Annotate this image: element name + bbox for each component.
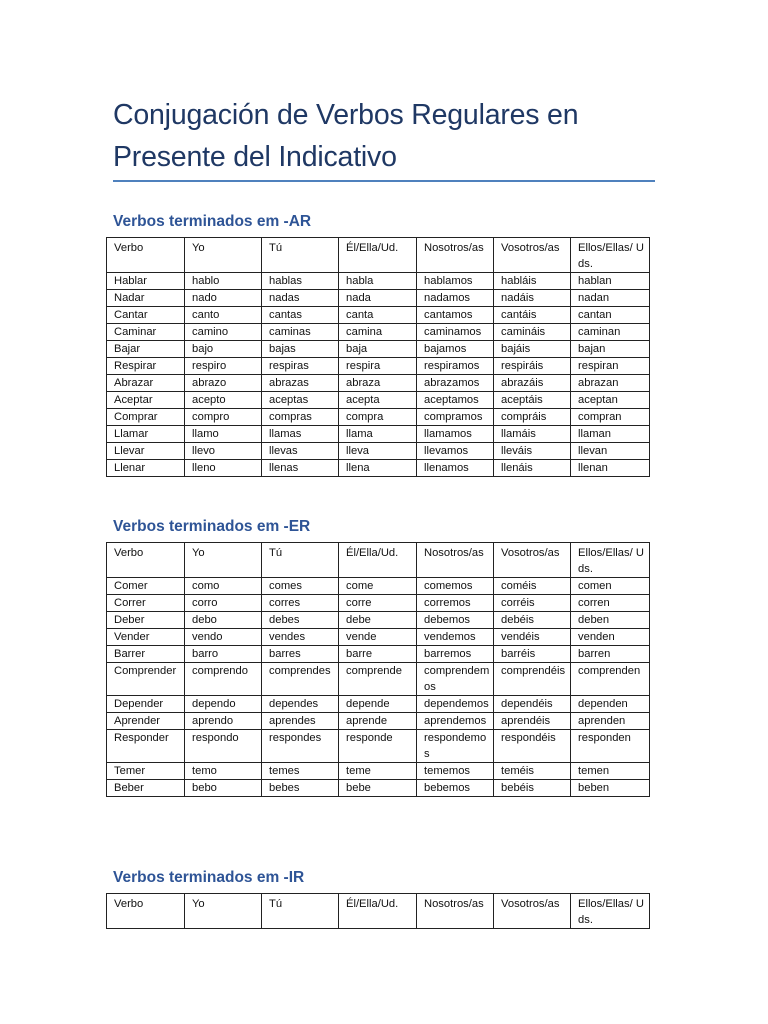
- conjugation-cell: canta: [339, 307, 417, 324]
- conjugation-cell: abrazan: [571, 375, 650, 392]
- conjugation-cell: comprendes: [262, 663, 339, 696]
- column-header: Vosotros/as: [494, 238, 571, 273]
- conjugation-cell: depende: [339, 696, 417, 713]
- conjugation-cell: vendes: [262, 629, 339, 646]
- conjugation-cell: aprendemos: [417, 713, 494, 730]
- column-header: Ellos/Ellas/ Uds.: [571, 543, 650, 578]
- conjugation-cell: dependen: [571, 696, 650, 713]
- verb-infinitive-cell: Depender: [107, 696, 185, 713]
- conjugation-cell: barres: [262, 646, 339, 663]
- conjugation-cell: comprendo: [185, 663, 262, 696]
- table-row: [107, 341, 650, 358]
- conjugation-cell: aprende: [339, 713, 417, 730]
- conjugation-cell: bajamos: [417, 341, 494, 358]
- verb-infinitive-cell: Aceptar: [107, 392, 185, 409]
- conjugation-cell: canto: [185, 307, 262, 324]
- conjugation-cell: nada: [339, 290, 417, 307]
- conjugation-cell: hablas: [262, 273, 339, 290]
- column-header: Yo: [185, 894, 262, 929]
- verb-infinitive-cell: Correr: [107, 595, 185, 612]
- conjugation-cell: abrazáis: [494, 375, 571, 392]
- conjugation-cell: comprendéis: [494, 663, 571, 696]
- conjugation-cell: abrazo: [185, 375, 262, 392]
- conjugation-cell: llamáis: [494, 426, 571, 443]
- verb-infinitive-cell: Llevar: [107, 443, 185, 460]
- conjugation-cell: vendemos: [417, 629, 494, 646]
- conjugation-cell: como: [185, 578, 262, 595]
- conjugation-cell: nado: [185, 290, 262, 307]
- conjugation-cell: responde: [339, 730, 417, 763]
- table-row: [107, 595, 650, 612]
- column-header: Nosotros/as: [417, 543, 494, 578]
- conjugation-cell: respondo: [185, 730, 262, 763]
- conjugation-cell: llevan: [571, 443, 650, 460]
- table-body: [107, 543, 650, 797]
- verb-infinitive-cell: Deber: [107, 612, 185, 629]
- conjugation-cell: tememos: [417, 763, 494, 780]
- conjugation-cell: deben: [571, 612, 650, 629]
- conjugation-cell: respira: [339, 358, 417, 375]
- conjugation-cell: aprendes: [262, 713, 339, 730]
- conjugation-cell: baja: [339, 341, 417, 358]
- verb-infinitive-cell: Hablar: [107, 273, 185, 290]
- conjugation-cell: respondemos: [417, 730, 494, 763]
- verb-infinitive-cell: Vender: [107, 629, 185, 646]
- table-row: [107, 443, 650, 460]
- verb-infinitive-cell: Aprender: [107, 713, 185, 730]
- conjugation-cell: cantáis: [494, 307, 571, 324]
- conjugation-cell: teméis: [494, 763, 571, 780]
- conjugation-cell: acepto: [185, 392, 262, 409]
- conjugation-cell: bajáis: [494, 341, 571, 358]
- conjugation-cell: aceptamos: [417, 392, 494, 409]
- conjugation-cell: comes: [262, 578, 339, 595]
- table-row: [107, 324, 650, 341]
- conjugation-cell: acepta: [339, 392, 417, 409]
- conjugation-cell: compra: [339, 409, 417, 426]
- conjugation-cell: barréis: [494, 646, 571, 663]
- table-row: [107, 713, 650, 730]
- column-header: Verbo: [107, 543, 185, 578]
- title-underline: [113, 180, 655, 182]
- conjugation-cell: camina: [339, 324, 417, 341]
- table-body: [107, 894, 650, 929]
- conjugation-cell: nadan: [571, 290, 650, 307]
- conjugation-cell: llenamos: [417, 460, 494, 477]
- table-row: [107, 273, 650, 290]
- document-title: Conjugación de Verbos Regulares en Presente del Indicativo: [113, 99, 579, 173]
- column-header: Nosotros/as: [417, 894, 494, 929]
- conjugation-cell: compras: [262, 409, 339, 426]
- conjugation-cell: respiráis: [494, 358, 571, 375]
- conjugation-cell: temen: [571, 763, 650, 780]
- conjugation-cell: corro: [185, 595, 262, 612]
- section-heading-er: Verbos terminados em -ER: [113, 518, 311, 535]
- conjugation-cell: compro: [185, 409, 262, 426]
- conjugation-cell: llamo: [185, 426, 262, 443]
- verb-infinitive-cell: Comer: [107, 578, 185, 595]
- conjugation-cell: temo: [185, 763, 262, 780]
- conjugation-cell: caminamos: [417, 324, 494, 341]
- conjugation-cell: respiras: [262, 358, 339, 375]
- table-row: [107, 663, 650, 696]
- table-row: [107, 460, 650, 477]
- conjugation-cell: coméis: [494, 578, 571, 595]
- conjugation-cell: compran: [571, 409, 650, 426]
- conjugation-cell: comen: [571, 578, 650, 595]
- conjugation-cell: debes: [262, 612, 339, 629]
- conjugation-cell: bajo: [185, 341, 262, 358]
- conjugation-cell: debe: [339, 612, 417, 629]
- section-heading-ir: Verbos terminados em -IR: [113, 869, 305, 886]
- conjugation-cell: vende: [339, 629, 417, 646]
- conjugation-cell: hablan: [571, 273, 650, 290]
- conjugation-table-ar: [106, 237, 650, 477]
- conjugation-cell: lleno: [185, 460, 262, 477]
- conjugation-cell: caminas: [262, 324, 339, 341]
- conjugation-cell: dependo: [185, 696, 262, 713]
- conjugation-cell: aprendéis: [494, 713, 571, 730]
- column-header: Ellos/Ellas/ Uds.: [571, 238, 650, 273]
- table-row: [107, 612, 650, 629]
- column-header: Verbo: [107, 894, 185, 929]
- conjugation-cell: camino: [185, 324, 262, 341]
- table-header-row: [107, 238, 650, 273]
- conjugation-cell: corren: [571, 595, 650, 612]
- column-header: Él/Ella/Ud.: [339, 894, 417, 929]
- table-row: [107, 696, 650, 713]
- conjugation-table-ir: [106, 893, 650, 929]
- conjugation-table-er: [106, 542, 650, 797]
- section-heading-ar: Verbos terminados em -AR: [113, 213, 312, 230]
- conjugation-cell: llama: [339, 426, 417, 443]
- table-row: [107, 780, 650, 797]
- conjugation-cell: responden: [571, 730, 650, 763]
- conjugation-cell: hablamos: [417, 273, 494, 290]
- conjugation-cell: llena: [339, 460, 417, 477]
- conjugation-cell: cantas: [262, 307, 339, 324]
- conjugation-cell: respondes: [262, 730, 339, 763]
- conjugation-cell: bajan: [571, 341, 650, 358]
- column-header: Yo: [185, 543, 262, 578]
- column-header: Él/Ella/Ud.: [339, 543, 417, 578]
- table-row: [107, 763, 650, 780]
- conjugation-cell: hablo: [185, 273, 262, 290]
- conjugation-cell: llaman: [571, 426, 650, 443]
- conjugation-cell: debéis: [494, 612, 571, 629]
- conjugation-cell: bebo: [185, 780, 262, 797]
- conjugation-cell: debemos: [417, 612, 494, 629]
- conjugation-cell: comemos: [417, 578, 494, 595]
- conjugation-cell: aprenden: [571, 713, 650, 730]
- conjugation-cell: dependemos: [417, 696, 494, 713]
- conjugation-cell: aceptáis: [494, 392, 571, 409]
- conjugation-cell: comprende: [339, 663, 417, 696]
- table-row: [107, 409, 650, 426]
- conjugation-cell: llevo: [185, 443, 262, 460]
- conjugation-cell: llevas: [262, 443, 339, 460]
- conjugation-cell: respiran: [571, 358, 650, 375]
- conjugation-cell: venden: [571, 629, 650, 646]
- table-header-row: [107, 894, 650, 929]
- table-row: [107, 646, 650, 663]
- conjugation-cell: nadas: [262, 290, 339, 307]
- conjugation-cell: bebe: [339, 780, 417, 797]
- conjugation-cell: cantamos: [417, 307, 494, 324]
- conjugation-cell: bebéis: [494, 780, 571, 797]
- column-header: Vosotros/as: [494, 543, 571, 578]
- conjugation-cell: barro: [185, 646, 262, 663]
- conjugation-cell: llenas: [262, 460, 339, 477]
- column-header: Tú: [262, 894, 339, 929]
- conjugation-cell: compráis: [494, 409, 571, 426]
- conjugation-cell: bebes: [262, 780, 339, 797]
- conjugation-cell: llenan: [571, 460, 650, 477]
- conjugation-cell: bebemos: [417, 780, 494, 797]
- conjugation-cell: respiramos: [417, 358, 494, 375]
- conjugation-cell: barre: [339, 646, 417, 663]
- verb-infinitive-cell: Caminar: [107, 324, 185, 341]
- verb-infinitive-cell: Abrazar: [107, 375, 185, 392]
- conjugation-cell: compramos: [417, 409, 494, 426]
- table-row: [107, 392, 650, 409]
- table-row: [107, 375, 650, 392]
- conjugation-cell: respiro: [185, 358, 262, 375]
- conjugation-cell: vendéis: [494, 629, 571, 646]
- conjugation-cell: dependéis: [494, 696, 571, 713]
- conjugation-cell: vendo: [185, 629, 262, 646]
- conjugation-cell: lleváis: [494, 443, 571, 460]
- conjugation-cell: beben: [571, 780, 650, 797]
- conjugation-cell: comprenden: [571, 663, 650, 696]
- verb-infinitive-cell: Comprar: [107, 409, 185, 426]
- conjugation-cell: aceptas: [262, 392, 339, 409]
- column-header: Ellos/Ellas/ Uds.: [571, 894, 650, 929]
- conjugation-cell: llevamos: [417, 443, 494, 460]
- table-row: [107, 730, 650, 763]
- conjugation-cell: barremos: [417, 646, 494, 663]
- table-row: [107, 290, 650, 307]
- conjugation-cell: come: [339, 578, 417, 595]
- conjugation-cell: corres: [262, 595, 339, 612]
- verb-infinitive-cell: Llenar: [107, 460, 185, 477]
- column-header: Vosotros/as: [494, 894, 571, 929]
- conjugation-cell: dependes: [262, 696, 339, 713]
- column-header: Tú: [262, 238, 339, 273]
- conjugation-cell: cantan: [571, 307, 650, 324]
- column-header: Tú: [262, 543, 339, 578]
- conjugation-cell: corréis: [494, 595, 571, 612]
- verb-infinitive-cell: Llamar: [107, 426, 185, 443]
- conjugation-cell: caminan: [571, 324, 650, 341]
- conjugation-cell: corre: [339, 595, 417, 612]
- conjugation-cell: lleva: [339, 443, 417, 460]
- table-row: [107, 426, 650, 443]
- verb-infinitive-cell: Beber: [107, 780, 185, 797]
- verb-infinitive-cell: Responder: [107, 730, 185, 763]
- verb-infinitive-cell: Bajar: [107, 341, 185, 358]
- column-header: Nosotros/as: [417, 238, 494, 273]
- table-row: [107, 578, 650, 595]
- conjugation-cell: nadáis: [494, 290, 571, 307]
- column-header: Verbo: [107, 238, 185, 273]
- conjugation-cell: llamamos: [417, 426, 494, 443]
- conjugation-cell: bajas: [262, 341, 339, 358]
- table-row: [107, 629, 650, 646]
- conjugation-cell: temes: [262, 763, 339, 780]
- conjugation-cell: teme: [339, 763, 417, 780]
- conjugation-cell: habla: [339, 273, 417, 290]
- conjugation-cell: abrazamos: [417, 375, 494, 392]
- verb-infinitive-cell: Cantar: [107, 307, 185, 324]
- table-header-row: [107, 543, 650, 578]
- conjugation-cell: aceptan: [571, 392, 650, 409]
- conjugation-cell: camináis: [494, 324, 571, 341]
- conjugation-cell: comprendemos: [417, 663, 494, 696]
- conjugation-cell: debo: [185, 612, 262, 629]
- conjugation-cell: abrazas: [262, 375, 339, 392]
- column-header: Yo: [185, 238, 262, 273]
- verb-infinitive-cell: Respirar: [107, 358, 185, 375]
- conjugation-cell: abraza: [339, 375, 417, 392]
- verb-infinitive-cell: Nadar: [107, 290, 185, 307]
- verb-infinitive-cell: Comprender: [107, 663, 185, 696]
- column-header: Él/Ella/Ud.: [339, 238, 417, 273]
- conjugation-cell: corremos: [417, 595, 494, 612]
- conjugation-cell: llenáis: [494, 460, 571, 477]
- verb-infinitive-cell: Temer: [107, 763, 185, 780]
- conjugation-cell: habláis: [494, 273, 571, 290]
- table-body: [107, 238, 650, 477]
- conjugation-cell: nadamos: [417, 290, 494, 307]
- table-row: [107, 307, 650, 324]
- conjugation-cell: llamas: [262, 426, 339, 443]
- verb-infinitive-cell: Barrer: [107, 646, 185, 663]
- conjugation-cell: aprendo: [185, 713, 262, 730]
- table-row: [107, 358, 650, 375]
- conjugation-cell: respondéis: [494, 730, 571, 763]
- conjugation-cell: barren: [571, 646, 650, 663]
